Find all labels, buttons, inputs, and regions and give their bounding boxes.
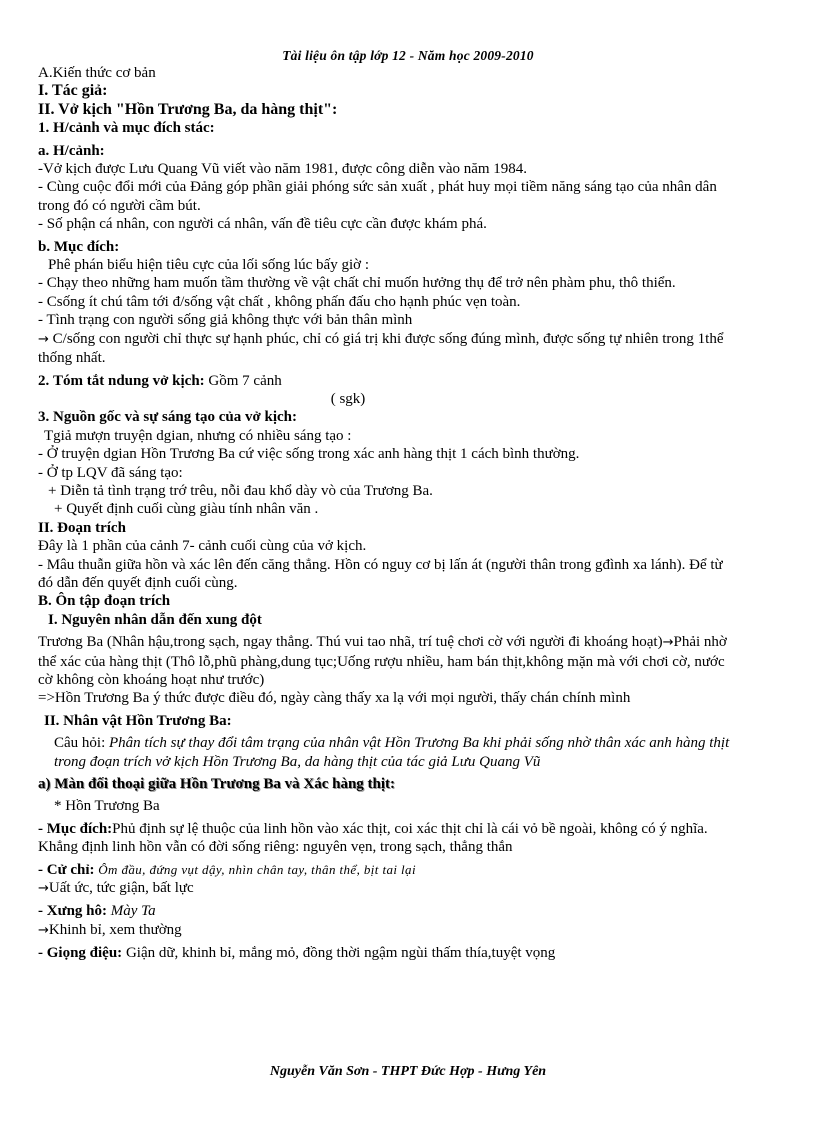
paragraph-text: Ôm đầu, đứng vụt dậy, nhìn chân tay, thân thể, bịt tai lại [98,861,416,877]
arrow-icon: → [38,331,49,347]
heading-hoan-canh: 1. H/cảnh và mục đích stác: [38,120,215,137]
paragraph-text: C/sống con người chỉ thực sự hạnh phúc, chỉ có giá trị khi được sống đúng mình, được sống tự nhiên trong 1thể thống nhất. [38,330,724,367]
heading-on-tap: B. Ôn tập đoạn trích [38,593,171,610]
heading-a-hoan-canh: a. H/cảnh: [38,142,105,159]
label-giong-dieu: - Giọng điệu: [38,945,123,962]
question [38,734,738,771]
paragraph: - Ở truyện dgian Hồn Trương Ba cứ việc sống trong xác anh hàng thịt 1 cách bình thường. [38,446,580,463]
heading-tom-tat [38,372,738,390]
heading-doan-trich: II. Đoạn trích [38,519,126,536]
paragraph [38,861,738,879]
question-label: Câu hỏi: [54,735,106,752]
section-a-heading: A.Kiến thức cơ bản [38,65,156,81]
heading-b-muc-dich [38,238,738,256]
paragraph: - Chạy theo những ham muốn tầm thường về vật chất chỉ muốn hưởng thụ để trở nên phàm phu, thô thiển. [38,275,676,292]
paragraph: =>Hồn Trương Ba ý thức được điều đó, ngày càng thấy xa lạ với mọi người, thấy chán chính mình [38,690,631,707]
paragraph [38,820,738,857]
paragraph [38,944,738,962]
paragraph: - Mâu thuẫn giữa hồn và xác lên đến căng thẳng. Hồn có nguy cơ bị lấn át (người thân trong gđình xa lánh). Để từ đó dẫn đến quyết định cuối cùng. [38,556,723,591]
label-2: 2. [38,372,50,389]
label-gom-canh: Gồm 7 cảnh [208,372,282,389]
paragraph-text: Phủ định sự lệ thuộc của linh hồn vào xác thịt, coi xác thịt chỉ là cái vỏ bề ngoài, không có ý nghĩa. Khẳng định linh hồn vẫn có đời sống riêng: nguyên vẹn, trong sạch, thẳng thắn [38,820,708,856]
paragraph [38,902,738,920]
label-muc-dich-2: - Mục đích: [38,820,113,837]
arrow-icon: → [662,635,674,651]
question-text: Phân tích sự thay đổi tâm trạng của nhân vật Hồn Trương Ba khi phải sống nhờ thân xác anh hàng thịt trong đoạn trích vở kịch Hồn Trương Ba, da hàng thịt của tác giả Lưu Quang Vũ [54,735,730,770]
heading-hon-truong-ba: * Hồn Trương Ba [54,798,160,815]
heading-nguon-goc: 3. Nguồn gốc và sự sáng tạo của vở kịch: [38,409,297,426]
paragraph: + Diễn tả tình trạng trớ trêu, nỗi đau khổ dày vò của Trương Ba. [48,482,433,499]
paragraph [38,330,738,368]
paragraph: + Quyết định cuối cùng giàu tính nhân văn . [54,501,319,518]
label-muc-dich: Mục đích: [53,238,120,255]
page-footer: Nguyễn Văn Sơn - THPT Đức Hợp - Hưng Yên [269,1064,547,1079]
label-tom-tat: Tóm tắt ndung vở kịch: [53,372,205,389]
heading-man-doi-thoai: a) Màn đối thoại giữa Hồn Trương Ba và Xác hàng thịt: [38,776,396,793]
paragraph: - Tình trạng con người sống giả không thực với bản thân mình [38,312,413,329]
sgk-note: ( sgk) [330,390,366,407]
label-cu-chi: - Cử chỉ: [38,861,95,878]
paragraph: Đây là 1 phần của cảnh 7- cảnh cuối cùng của vở kịch. [38,538,367,555]
arrow-icon: → [38,922,49,938]
paragraph: - Csống ít chú tâm tới đ/sống vật chất , không phấn đấu cho hạnh phúc vẹn toàn. [38,293,521,310]
paragraph: -Vở kịch được Lưu Quang Vũ viết vào năm 1981, được công diễn vào năm 1984. [38,161,528,178]
heading-nguyen-nhan: I. Nguyên nhân dẫn đến xung đột [48,611,262,628]
paragraph: - Số phận cá nhân, con người cá nhân, vấn đề tiêu cực cần được khám phá. [38,216,487,233]
page-header: Tài liệu ôn tập lớp 12 - Năm học 2009-2010 [282,48,534,63]
paragraph [38,921,738,940]
paragraph: - Ở tp LQV đã sáng tạo: [38,464,183,481]
paragraph-text: Phải nhờ thể xác của hàng thịt (Thô lỗ,phũ phàng,dung tục;Uống rượu nhiều, ham bán thịt,không mặn mà với chơi cờ, nước cờ không còn khoáng hoạt như trước) [38,634,727,688]
heading-vo-kich: II. Vở kịch "Hồn Trương Ba, da hàng thịt": [38,100,338,118]
document-body [38,64,738,963]
paragraph: Tgiả mượn truyện dgian, nhưng có nhiều sáng tạo : [44,427,352,444]
arrow-icon: → [38,881,49,897]
label-xung-ho: - Xưng hô: [38,903,108,920]
paragraph [38,879,738,898]
paragraph: - Cùng cuộc đổi mới của Đảng góp phần giải phóng sức sản xuất , phát huy mọi tiềm năng sáng tạo của nhân dân trong đó có người cầm bút. [38,179,717,214]
paragraph-text: Giận dữ, khinh bỉ, mắng mỏ, đồng thời ngậm ngùi thấm thía,tuyệt vọng [125,945,556,962]
label-b: b. [38,238,51,255]
paragraph: Phê phán biểu hiện tiêu cực của lối sống lúc bấy giờ : [48,257,369,274]
paragraph [38,633,738,689]
heading-nhan-vat: II. Nhân vật Hồn Trương Ba: [44,712,232,729]
paragraph-text: Trương Ba (Nhân hậu,trong sạch, ngay thẳng. Thú vui tao nhã, trí tuệ chơi cờ với người đi khoáng hoạt) [38,634,663,651]
paragraph-text: Khinh bỉ, xem thường [48,921,182,938]
paragraph-text: Mày Ta [110,903,156,920]
heading-tac-gia: I. Tác giả: [38,82,108,100]
paragraph-text: Uất ức, tức giận, bất lực [48,880,194,897]
